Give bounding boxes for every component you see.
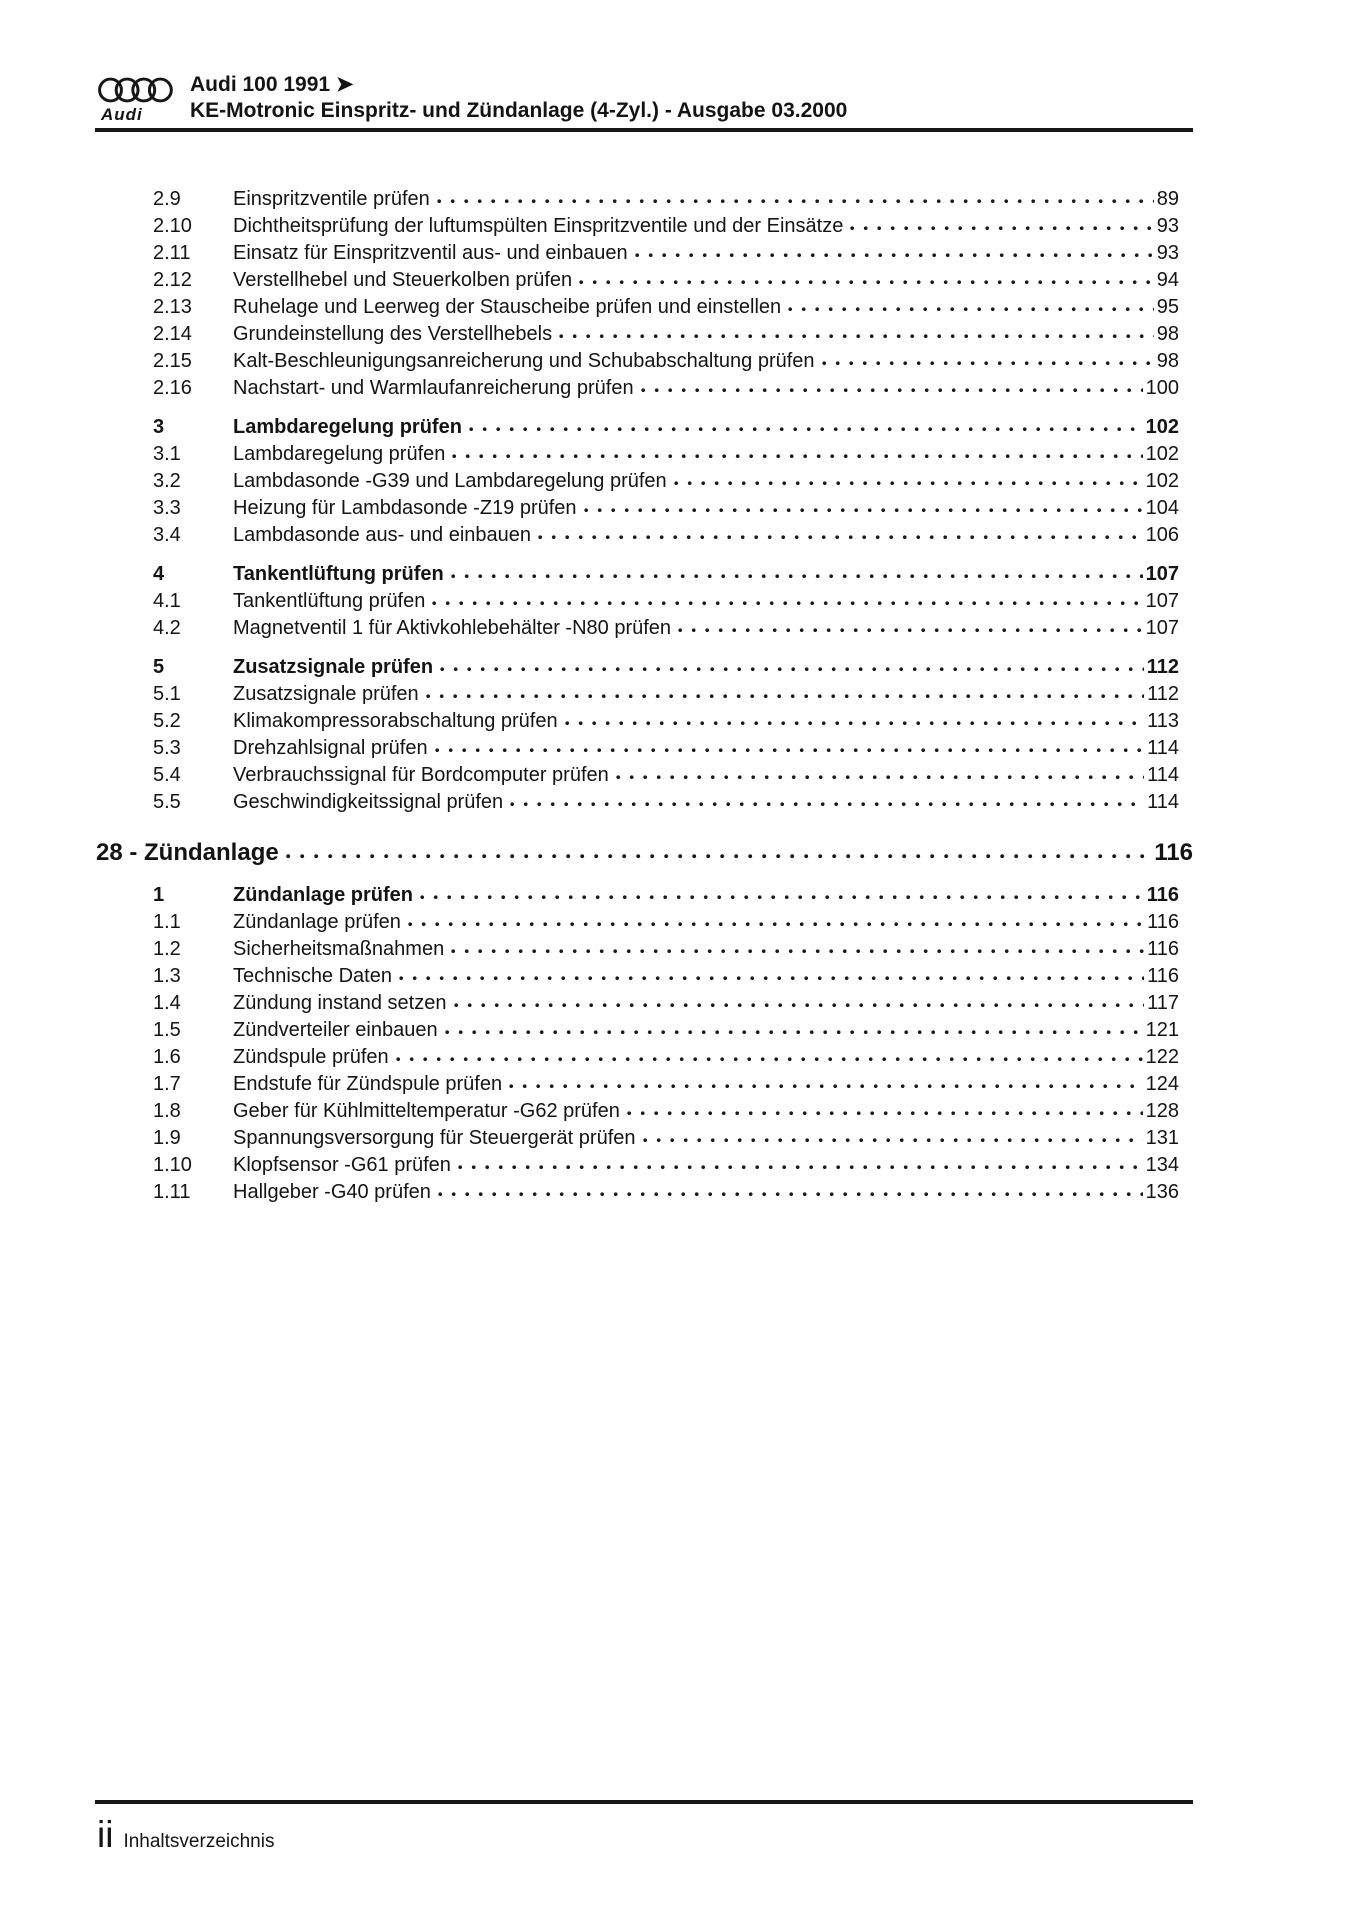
dot-leader bbox=[579, 269, 1154, 286]
toc-entry-title: Einsatz für Einspritzventil aus- und einbauen bbox=[233, 242, 628, 264]
toc-entry-page: 98 bbox=[1156, 350, 1179, 372]
toc-entry-page: 116 bbox=[1154, 839, 1193, 866]
toc-entry-number: 3 bbox=[153, 416, 165, 438]
toc-entry-page: 121 bbox=[1145, 1019, 1179, 1041]
toc-entry-title: Geschwindigkeitssignal prüfen bbox=[233, 791, 504, 813]
toc-entry-number: 1.7 bbox=[153, 1073, 181, 1095]
dot-leader bbox=[565, 710, 1145, 727]
dot-leader bbox=[451, 563, 1143, 580]
toc-entry-page: 104 bbox=[1145, 497, 1179, 519]
toc-entry-title: Lambdasonde aus- und einbauen bbox=[233, 524, 532, 546]
toc-entry-row bbox=[95, 1179, 1193, 1206]
toc-entry-number: 2.13 bbox=[153, 296, 192, 318]
dot-leader bbox=[538, 524, 1143, 541]
toc-entry-page: 98 bbox=[1156, 323, 1179, 345]
toc-entry-page: 134 bbox=[1145, 1154, 1179, 1176]
toc-entry-title: Zündverteiler einbauen bbox=[233, 1019, 438, 1041]
toc-entry-number: 1.3 bbox=[153, 965, 181, 987]
toc-entry-page: 113 bbox=[1147, 710, 1179, 732]
toc-entry-page: 95 bbox=[1156, 296, 1179, 318]
toc-entry-number: 1.11 bbox=[153, 1181, 191, 1203]
dot-leader bbox=[584, 497, 1143, 514]
toc-entry-page: 128 bbox=[1145, 1100, 1179, 1122]
toc-entry-row bbox=[95, 441, 1193, 468]
toc-entry-row bbox=[95, 654, 1193, 681]
dot-leader bbox=[616, 764, 1144, 781]
dot-leader bbox=[438, 1181, 1143, 1198]
toc-entry-number: 5.1 bbox=[153, 683, 181, 705]
dot-leader bbox=[435, 737, 1145, 754]
header-subtitle: KE-Motronic Einspritz- und Zündanlage (4-Zyl.) - Ausgabe 03.2000 bbox=[190, 99, 848, 122]
toc-entry-row bbox=[95, 240, 1193, 267]
toc-entry-title: Geber für Kühlmitteltemperatur -G62 prüfen bbox=[233, 1100, 620, 1122]
toc-entry-page: 102 bbox=[1145, 416, 1179, 438]
page-footer bbox=[95, 1800, 1193, 1854]
toc-entry-page: 116 bbox=[1147, 965, 1179, 987]
toc-entry-number: 3.2 bbox=[153, 470, 181, 492]
toc-entry-row bbox=[95, 789, 1193, 816]
toc-entry-number: 5.4 bbox=[153, 764, 181, 786]
toc-entry-page: 102 bbox=[1145, 443, 1179, 465]
toc-entry-title: Verstellhebel und Steuerkolben prüfen bbox=[233, 269, 573, 291]
toc-entry-page: 107 bbox=[1145, 563, 1179, 585]
toc-entry-page: 117 bbox=[1147, 992, 1179, 1014]
toc-entry-title: Tankentlüftung prüfen bbox=[233, 563, 444, 585]
dot-leader bbox=[641, 377, 1143, 394]
dot-leader bbox=[408, 911, 1144, 928]
toc-entry-row bbox=[95, 294, 1193, 321]
toc-entry-title: Zündanlage prüfen bbox=[233, 884, 413, 906]
dot-leader bbox=[451, 938, 1144, 955]
toc-entry-title: 28 - Zündanlage bbox=[96, 839, 279, 866]
toc-entry-row bbox=[95, 495, 1193, 522]
toc-entry-title: Magnetventil 1 für Aktivkohlebehälter -N80 prüfen bbox=[233, 617, 672, 639]
toc-entry-page: 94 bbox=[1156, 269, 1179, 291]
toc-entry-title: Zündspule prüfen bbox=[233, 1046, 389, 1068]
toc-entry-number: 5.3 bbox=[153, 737, 181, 759]
toc-entry-number: 1.1 bbox=[153, 911, 181, 933]
toc-entry-title: Lambdasonde -G39 und Lambdaregelung prüfen bbox=[233, 470, 667, 492]
toc-entry-title: Zündung instand setzen bbox=[233, 992, 447, 1014]
dot-leader bbox=[454, 992, 1145, 1009]
toc-list bbox=[95, 186, 1193, 1206]
toc-entry-page: 136 bbox=[1145, 1181, 1179, 1203]
toc-entry-row bbox=[95, 708, 1193, 735]
toc-entry-row bbox=[95, 1098, 1193, 1125]
audi-wordmark: Audi bbox=[101, 105, 143, 124]
dot-leader bbox=[509, 1073, 1143, 1090]
toc-entry-number: 4 bbox=[153, 563, 165, 585]
toc-entry-row bbox=[95, 267, 1193, 294]
toc-entry-page: 114 bbox=[1147, 764, 1179, 786]
dot-leader bbox=[458, 1154, 1143, 1171]
toc-entry-number: 3.4 bbox=[153, 524, 181, 546]
toc-entry-title: Klopfsensor -G61 prüfen bbox=[233, 1154, 451, 1176]
toc-entry-number: 2.15 bbox=[153, 350, 192, 372]
toc-entry-number: 1.2 bbox=[153, 938, 181, 960]
toc-entry-title: Spannungsversorgung für Steuergerät prüfen bbox=[233, 1127, 636, 1149]
toc-entry-row bbox=[95, 186, 1193, 213]
toc-entry-row bbox=[95, 1125, 1193, 1152]
toc-entry-row bbox=[95, 681, 1193, 708]
toc-entry-title: Zündanlage prüfen bbox=[233, 911, 401, 933]
toc-chapter-row bbox=[95, 836, 1193, 870]
toc-entry-page: 93 bbox=[1156, 215, 1179, 237]
toc-entry-row bbox=[95, 963, 1193, 990]
toc-entry-row bbox=[95, 213, 1193, 240]
toc-entry-row bbox=[95, 588, 1193, 615]
toc-entry-number: 2.12 bbox=[153, 269, 192, 291]
toc-entry-number: 5.5 bbox=[153, 791, 181, 813]
dot-leader bbox=[627, 1100, 1143, 1117]
toc-entry-title: Drehzahlsignal prüfen bbox=[233, 737, 428, 759]
footer-section-label: Inhaltsverzeichnis bbox=[123, 1831, 275, 1852]
dot-leader bbox=[822, 350, 1154, 367]
toc-entry-row bbox=[95, 414, 1193, 441]
toc-entry-page: 112 bbox=[1146, 656, 1179, 678]
toc-entry-title: Technische Daten bbox=[233, 965, 392, 987]
toc-entry-number: 1.6 bbox=[153, 1046, 181, 1068]
toc-entry-page: 93 bbox=[1156, 242, 1179, 264]
toc-entry-row bbox=[95, 1017, 1193, 1044]
dot-leader bbox=[643, 1127, 1143, 1144]
dot-leader bbox=[635, 242, 1154, 259]
toc-entry-number: 5 bbox=[153, 656, 165, 678]
toc-entry-number: 1 bbox=[153, 884, 165, 906]
toc-entry-number: 1.4 bbox=[153, 992, 181, 1014]
toc-entry-title: Endstufe für Zündspule prüfen bbox=[233, 1073, 503, 1095]
toc-entry-page: 102 bbox=[1145, 470, 1179, 492]
toc-entry-row bbox=[95, 735, 1193, 762]
toc-entry-row bbox=[95, 1044, 1193, 1071]
toc-entry-title: Grundeinstellung des Verstellhebels bbox=[233, 323, 553, 345]
toc-entry-page: 122 bbox=[1145, 1046, 1179, 1068]
toc-entry-page: 124 bbox=[1145, 1073, 1179, 1095]
audi-rings-icon bbox=[97, 76, 173, 104]
toc-entry-title: Sicherheitsmaßnahmen bbox=[233, 938, 445, 960]
dot-leader bbox=[452, 443, 1142, 460]
dot-leader bbox=[674, 470, 1143, 487]
toc-entry-number: 5.2 bbox=[153, 710, 181, 732]
toc-entry-title: Verbrauchssignal für Bordcomputer prüfen bbox=[233, 764, 609, 786]
dot-leader bbox=[420, 884, 1144, 901]
toc-entry-row bbox=[95, 615, 1193, 642]
toc-entry-row bbox=[95, 348, 1193, 375]
toc-entry-title: Nachstart- und Warmlaufanreicherung prüfen bbox=[233, 377, 634, 399]
toc-entry-row bbox=[95, 375, 1193, 402]
toc-entry-row bbox=[95, 909, 1193, 936]
dot-leader bbox=[437, 188, 1154, 205]
toc-entry-page: 116 bbox=[1147, 911, 1179, 933]
toc-entry-number: 2.9 bbox=[153, 188, 181, 210]
toc-entry-page: 116 bbox=[1146, 884, 1179, 906]
toc-entry-number: 2.11 bbox=[153, 242, 191, 264]
toc-entry-page: 114 bbox=[1147, 791, 1179, 813]
toc-entry-title: Zusatzsignale prüfen bbox=[233, 683, 419, 705]
footer-page-number: ii bbox=[97, 1814, 114, 1855]
toc-entry-number: 2.16 bbox=[153, 377, 192, 399]
dot-leader bbox=[445, 1019, 1143, 1036]
toc-entry-number: 2.14 bbox=[153, 323, 192, 345]
dot-leader bbox=[678, 617, 1143, 634]
header-model-line: Audi 100 1991 ➤ bbox=[190, 73, 354, 96]
toc-entry-title: Lambdaregelung prüfen bbox=[233, 443, 446, 465]
toc-entry-title: Zusatzsignale prüfen bbox=[233, 656, 434, 678]
toc-entry-title: Kalt-Beschleunigungsanreicherung und Schubabschaltung prüfen bbox=[233, 350, 815, 372]
dot-leader bbox=[426, 683, 1144, 700]
toc-entry-number: 1.5 bbox=[153, 1019, 181, 1041]
toc-entry-row bbox=[95, 936, 1193, 963]
toc-entry-title: Hallgeber -G40 prüfen bbox=[233, 1181, 431, 1203]
toc-entry-number: 4.2 bbox=[153, 617, 181, 639]
dot-leader bbox=[788, 296, 1154, 313]
dot-leader bbox=[510, 791, 1144, 808]
toc-entry-row bbox=[95, 561, 1193, 588]
toc-entry-page: 106 bbox=[1145, 524, 1179, 546]
toc-entry-row bbox=[95, 762, 1193, 789]
toc-entry-title: Dichtheitsprüfung der luftumspülten Einspritzventile und der Einsätze bbox=[233, 215, 844, 237]
toc-entry-row bbox=[95, 1152, 1193, 1179]
toc-entry-page: 116 bbox=[1147, 938, 1179, 960]
toc-entry-row bbox=[95, 882, 1193, 909]
dot-leader bbox=[850, 215, 1153, 232]
toc-entry-title: Heizung für Lambdasonde -Z19 prüfen bbox=[233, 497, 577, 519]
toc-entry-title: Tankentlüftung prüfen bbox=[233, 590, 426, 612]
dot-leader bbox=[286, 841, 1152, 860]
toc-entry-number: 1.9 bbox=[153, 1127, 181, 1149]
toc-entry-number: 3.1 bbox=[153, 443, 181, 465]
toc-entry-page: 112 bbox=[1147, 683, 1179, 705]
toc-entry-page: 107 bbox=[1145, 590, 1179, 612]
toc-entry-page: 114 bbox=[1147, 737, 1179, 759]
audi-logo bbox=[95, 72, 190, 125]
toc-entry-number: 2.10 bbox=[153, 215, 192, 237]
toc-entry-page: 131 bbox=[1145, 1127, 1179, 1149]
toc-entry-number: 3.3 bbox=[153, 497, 181, 519]
toc-entry-title: Ruhelage und Leerweg der Stauscheibe prüfen und einstellen bbox=[233, 296, 782, 318]
toc-entry-row bbox=[95, 468, 1193, 495]
page-header bbox=[95, 72, 1193, 132]
toc-entry-number: 4.1 bbox=[153, 590, 181, 612]
toc-entry-page: 100 bbox=[1145, 377, 1179, 399]
toc-entry-title: Lambdaregelung prüfen bbox=[233, 416, 462, 438]
toc-entry-number: 1.10 bbox=[153, 1154, 192, 1176]
toc-entry-title: Einspritzventile prüfen bbox=[233, 188, 430, 210]
dot-leader bbox=[432, 590, 1142, 607]
toc-entry-row bbox=[95, 522, 1193, 549]
toc-entry-page: 107 bbox=[1145, 617, 1179, 639]
toc-entry-title: Klimakompressorabschaltung prüfen bbox=[233, 710, 558, 732]
dot-leader bbox=[469, 416, 1143, 433]
header-rule bbox=[95, 128, 1193, 132]
toc-entry-row bbox=[95, 990, 1193, 1017]
toc-entry-number: 1.8 bbox=[153, 1100, 181, 1122]
dot-leader bbox=[399, 965, 1144, 982]
toc-entry-page: 89 bbox=[1156, 188, 1179, 210]
dot-leader bbox=[396, 1046, 1143, 1063]
dot-leader bbox=[559, 323, 1154, 340]
toc-entry-row bbox=[95, 1071, 1193, 1098]
toc-entry-row bbox=[95, 321, 1193, 348]
dot-leader bbox=[440, 656, 1144, 673]
